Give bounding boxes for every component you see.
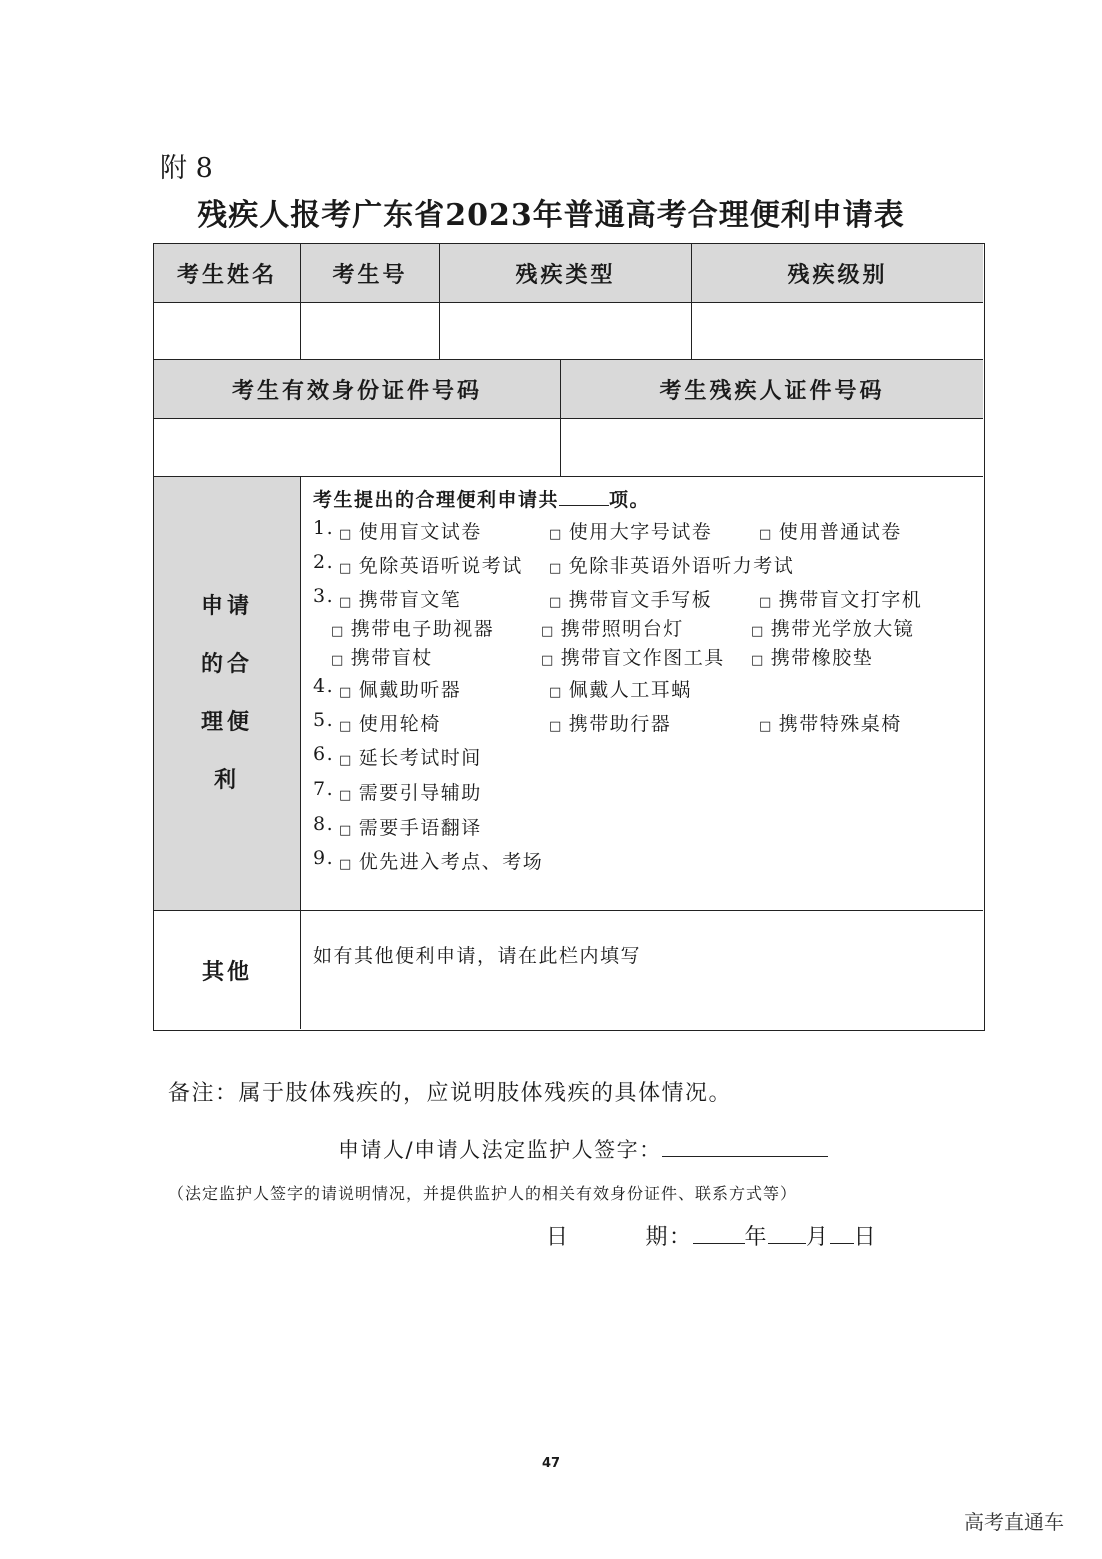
option-number: 1. bbox=[313, 517, 335, 539]
disability-level-field[interactable] bbox=[692, 303, 983, 360]
checkbox-icon[interactable] bbox=[759, 589, 773, 611]
option-item[interactable] bbox=[339, 709, 441, 736]
option-label: 免除英语听说考试 bbox=[358, 555, 523, 577]
id-number-field[interactable] bbox=[154, 419, 561, 477]
option-item[interactable] bbox=[549, 675, 692, 702]
checkbox-icon[interactable] bbox=[339, 747, 353, 769]
option-item[interactable] bbox=[541, 614, 684, 641]
option-item[interactable] bbox=[339, 743, 482, 770]
option-row bbox=[313, 675, 692, 701]
option-label: 携带盲文手写板 bbox=[568, 589, 713, 611]
option-label: 使用盲文试卷 bbox=[358, 521, 482, 543]
option-label: 携带照明台灯 bbox=[560, 618, 684, 640]
option-item[interactable] bbox=[549, 585, 712, 612]
option-label: 携带电子助视器 bbox=[350, 618, 495, 640]
checkbox-icon[interactable] bbox=[339, 851, 353, 873]
option-label: 携带助行器 bbox=[568, 713, 672, 735]
option-item[interactable] bbox=[549, 709, 671, 736]
checkbox-icon[interactable] bbox=[549, 555, 563, 577]
apply-label-line: 利 bbox=[213, 767, 240, 793]
signature-line: 申请人/申请人法定监护人签字： bbox=[338, 1134, 828, 1164]
header-disability-type: 残疾类型 bbox=[440, 244, 692, 303]
other-section-label: 其他 bbox=[154, 911, 301, 1029]
checkbox-icon[interactable] bbox=[339, 521, 353, 543]
form-title: 残疾人报考广东省2023年普通高考合理便利申请表 bbox=[197, 198, 905, 233]
checkbox-icon[interactable] bbox=[549, 589, 563, 611]
apply-label-line: 申请 bbox=[200, 593, 253, 619]
checkbox-icon[interactable] bbox=[549, 713, 563, 735]
checkbox-icon[interactable] bbox=[331, 647, 345, 669]
checkbox-icon[interactable] bbox=[549, 521, 563, 543]
month-blank[interactable] bbox=[768, 1225, 806, 1244]
option-item[interactable] bbox=[331, 643, 433, 670]
checkbox-icon[interactable] bbox=[751, 618, 765, 640]
option-row bbox=[313, 813, 482, 839]
guardian-note: （法定监护人签字的请说明情况，并提供监护人的相关有效身份证件、联系方式等） bbox=[168, 1184, 798, 1203]
student-number-field[interactable] bbox=[301, 303, 440, 360]
remark: 备注：属于肢体残疾的，应说明肢体残疾的具体情况。 bbox=[168, 1081, 733, 1106]
option-label: 需要手语翻译 bbox=[358, 817, 482, 839]
header-id-number: 考生有效身份证件号码 bbox=[154, 360, 561, 419]
apply-label-line: 理便 bbox=[200, 709, 253, 735]
checkbox-icon[interactable] bbox=[339, 589, 353, 611]
apply-options-area bbox=[301, 477, 983, 911]
option-label: 携带光学放大镜 bbox=[770, 618, 915, 640]
option-item[interactable] bbox=[339, 813, 482, 840]
checkbox-icon[interactable] bbox=[541, 647, 555, 669]
option-label: 携带盲文笔 bbox=[358, 589, 462, 611]
option-item[interactable] bbox=[339, 675, 461, 702]
option-number: 7. bbox=[313, 778, 335, 800]
option-item[interactable] bbox=[339, 517, 482, 544]
option-item[interactable] bbox=[541, 643, 725, 670]
option-item[interactable] bbox=[751, 614, 914, 641]
option-row bbox=[313, 709, 902, 735]
checkbox-icon[interactable] bbox=[541, 618, 555, 640]
option-row bbox=[313, 517, 902, 543]
page-number: 47 bbox=[541, 1456, 561, 1471]
signature-blank[interactable] bbox=[662, 1138, 828, 1157]
other-hint: 如有其他便利申请，请在此栏内填写 bbox=[313, 945, 642, 967]
header-student-number: 考生号 bbox=[301, 244, 440, 303]
header-disability-cert-number: 考生残疾人证件号码 bbox=[561, 360, 983, 419]
checkbox-icon[interactable] bbox=[759, 713, 773, 735]
option-number: 4. bbox=[313, 675, 335, 697]
apply-label-line: 的合 bbox=[200, 651, 253, 677]
option-row bbox=[313, 847, 544, 873]
year-blank[interactable] bbox=[693, 1225, 745, 1244]
disability-cert-number-field[interactable] bbox=[561, 419, 983, 477]
option-item[interactable] bbox=[759, 517, 902, 544]
option-label: 佩戴助听器 bbox=[358, 679, 462, 701]
option-number: 5. bbox=[313, 709, 335, 731]
disability-type-field[interactable] bbox=[440, 303, 692, 360]
option-number: 8. bbox=[313, 813, 335, 835]
option-row bbox=[313, 551, 795, 577]
option-item[interactable] bbox=[331, 614, 494, 641]
option-label: 携带盲文作图工具 bbox=[560, 647, 725, 669]
checkbox-icon[interactable] bbox=[339, 782, 353, 804]
apply-count-blank[interactable] bbox=[559, 487, 609, 506]
option-label: 免除非英语外语听力考试 bbox=[568, 555, 795, 577]
option-label: 使用大字号试卷 bbox=[568, 521, 713, 543]
option-item[interactable] bbox=[549, 551, 794, 578]
option-number: 9. bbox=[313, 847, 335, 869]
option-item[interactable] bbox=[339, 585, 461, 612]
checkbox-icon[interactable] bbox=[339, 679, 353, 701]
date-line: 日 期： 年 月 日 bbox=[546, 1225, 878, 1250]
checkbox-icon[interactable] bbox=[331, 618, 345, 640]
option-label: 延长考试时间 bbox=[358, 747, 482, 769]
option-item[interactable] bbox=[339, 551, 523, 578]
option-label: 携带盲杖 bbox=[350, 647, 433, 669]
checkbox-icon[interactable] bbox=[339, 555, 353, 577]
option-item[interactable] bbox=[759, 709, 902, 736]
header-student-name: 考生姓名 bbox=[154, 244, 301, 303]
student-name-field[interactable] bbox=[154, 303, 301, 360]
header-disability-level: 残疾级别 bbox=[692, 244, 983, 303]
option-label: 携带橡胶垫 bbox=[770, 647, 874, 669]
option-label: 使用轮椅 bbox=[358, 713, 441, 735]
checkbox-icon[interactable] bbox=[759, 521, 773, 543]
option-label: 优先进入考点、考场 bbox=[358, 851, 544, 873]
option-label: 佩戴人工耳蜗 bbox=[568, 679, 692, 701]
option-label: 携带特殊桌椅 bbox=[778, 713, 902, 735]
option-label: 使用普通试卷 bbox=[778, 521, 902, 543]
checkbox-icon[interactable] bbox=[751, 647, 765, 669]
option-item[interactable] bbox=[339, 847, 543, 874]
day-blank[interactable] bbox=[830, 1225, 854, 1244]
apply-section-label bbox=[154, 477, 301, 911]
option-number: 6. bbox=[313, 743, 335, 765]
checkbox-icon[interactable] bbox=[549, 679, 563, 701]
checkbox-icon[interactable] bbox=[339, 713, 353, 735]
option-number: 3. bbox=[313, 585, 335, 607]
application-table bbox=[153, 243, 985, 1031]
option-number: 2. bbox=[313, 551, 335, 573]
option-item[interactable] bbox=[339, 778, 482, 805]
other-requests-field[interactable] bbox=[301, 911, 983, 1029]
watermark: 高考直通车 bbox=[964, 1510, 1064, 1534]
apply-intro: 考生提出的合理便利申请共 项。 bbox=[313, 489, 651, 511]
annex-label: 附 8 bbox=[160, 153, 213, 184]
option-item[interactable] bbox=[549, 517, 712, 544]
option-row bbox=[313, 585, 923, 611]
checkbox-icon[interactable] bbox=[339, 817, 353, 839]
option-label: 需要引导辅助 bbox=[358, 782, 482, 804]
option-row bbox=[313, 743, 482, 769]
option-label: 携带盲文打字机 bbox=[778, 589, 923, 611]
option-row bbox=[313, 778, 482, 804]
option-item[interactable] bbox=[751, 643, 873, 670]
option-item[interactable] bbox=[759, 585, 922, 612]
